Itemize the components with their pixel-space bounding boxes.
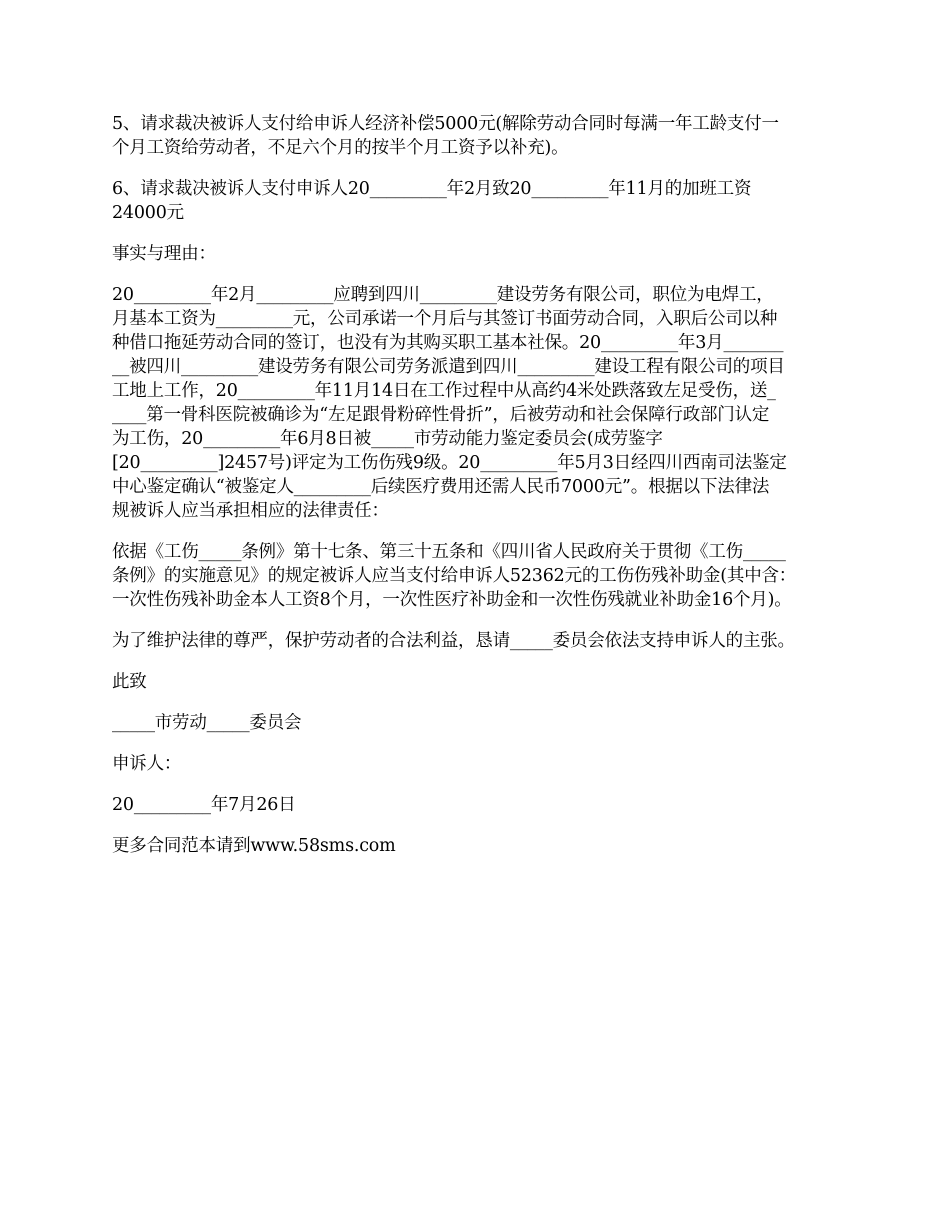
text-line: ____第一骨科医院被确诊为“左足跟骨粉碎性骨折”，后被劳动和社会保障行政部门认定 xyxy=(112,405,770,425)
paragraph-salutation xyxy=(112,670,842,694)
text-line: 月基本工资为_________元，公司承诺一个月后与其签订书面劳动合同，入职后公司以种 xyxy=(112,309,778,329)
paragraph-claim-6 xyxy=(112,177,842,225)
footer-link-text: 更多合同范本请到www.58sms.com xyxy=(112,836,396,856)
text-line: 20_________年2月_________应聘到四川_________建设劳务有限公司，职位为电焊工， xyxy=(112,285,774,305)
text-line: 5、请求裁决被诉人支付给申诉人经济补偿5000元(解除劳动合同时每满一年工龄支付一 xyxy=(112,114,779,134)
text-line: 6、请求裁决被诉人支付申诉人20_________年2月致20_________年11月的加班工资 xyxy=(112,179,752,199)
paragraph-legal-basis xyxy=(112,540,842,612)
paragraph-petitioner xyxy=(112,752,842,776)
text-line: 中心鉴定确认“被鉴定人_________后续医疗费用还需人民币7000元”。根据以下法律法 xyxy=(112,477,770,497)
document-body xyxy=(112,112,842,875)
text-line: 24000元 xyxy=(112,203,184,223)
text-line: __被四川_________建设劳务有限公司劳务派遣到四川_________建设工程有限公司的项目 xyxy=(112,357,785,377)
paragraph-request xyxy=(112,629,842,653)
paragraph-recipient xyxy=(112,711,842,735)
text-line: 为了维护法律的尊严，保护劳动者的合法利益，恳请_____委员会依法支持申诉人的主张。 xyxy=(112,631,795,651)
paragraph-facts-heading xyxy=(112,242,842,266)
text-line: 为工伤，20_________年6月8日被_____市劳动能力鉴定委员会(成劳鉴字 xyxy=(112,429,663,449)
date-text: 20_________年7月26日 xyxy=(112,795,296,815)
salutation-text: 此致 xyxy=(112,672,147,692)
paragraph-facts-body xyxy=(112,283,842,523)
paragraph-footer-link xyxy=(112,834,842,858)
text-line: 工地上工作，20_________年11月14日在工作过程中从高约4米处跌落致左足受伤，送_ xyxy=(112,381,776,401)
section-heading: 事实与理由： xyxy=(112,244,216,264)
text-line: 一次性伤残补助金本人工资8个月，一次性医疗补助金和一次性伤残就业补助金16个月)。 xyxy=(112,590,792,610)
text-line: 依据《工伤_____条例》第十七条、第三十五条和《四川省人民政府关于贯彻《工伤_____ xyxy=(112,542,786,562)
petitioner-label: 申诉人： xyxy=(112,754,182,774)
paragraph-date xyxy=(112,793,842,817)
recipient-text: _____市劳动_____委员会 xyxy=(112,713,302,733)
text-line: 种借口拖延劳动合同的签订，也没有为其购买职工基本社保。20_________年3月_______ xyxy=(112,333,784,353)
text-line: 个月工资给劳动者，不足六个月的按半个月工资予以补充)。 xyxy=(112,138,569,158)
text-line: [20_________]2457号)评定为工伤伤残9级。20_________年5月3日经四川西南司法鉴定 xyxy=(112,453,787,473)
text-line: 条例》的实施意见》的规定被诉人应当支付给申诉人52362元的工伤伤残补助金(其中含： xyxy=(112,566,797,586)
paragraph-claim-5 xyxy=(112,112,842,160)
text-line: 规被诉人应当承担相应的法律责任： xyxy=(112,501,389,521)
